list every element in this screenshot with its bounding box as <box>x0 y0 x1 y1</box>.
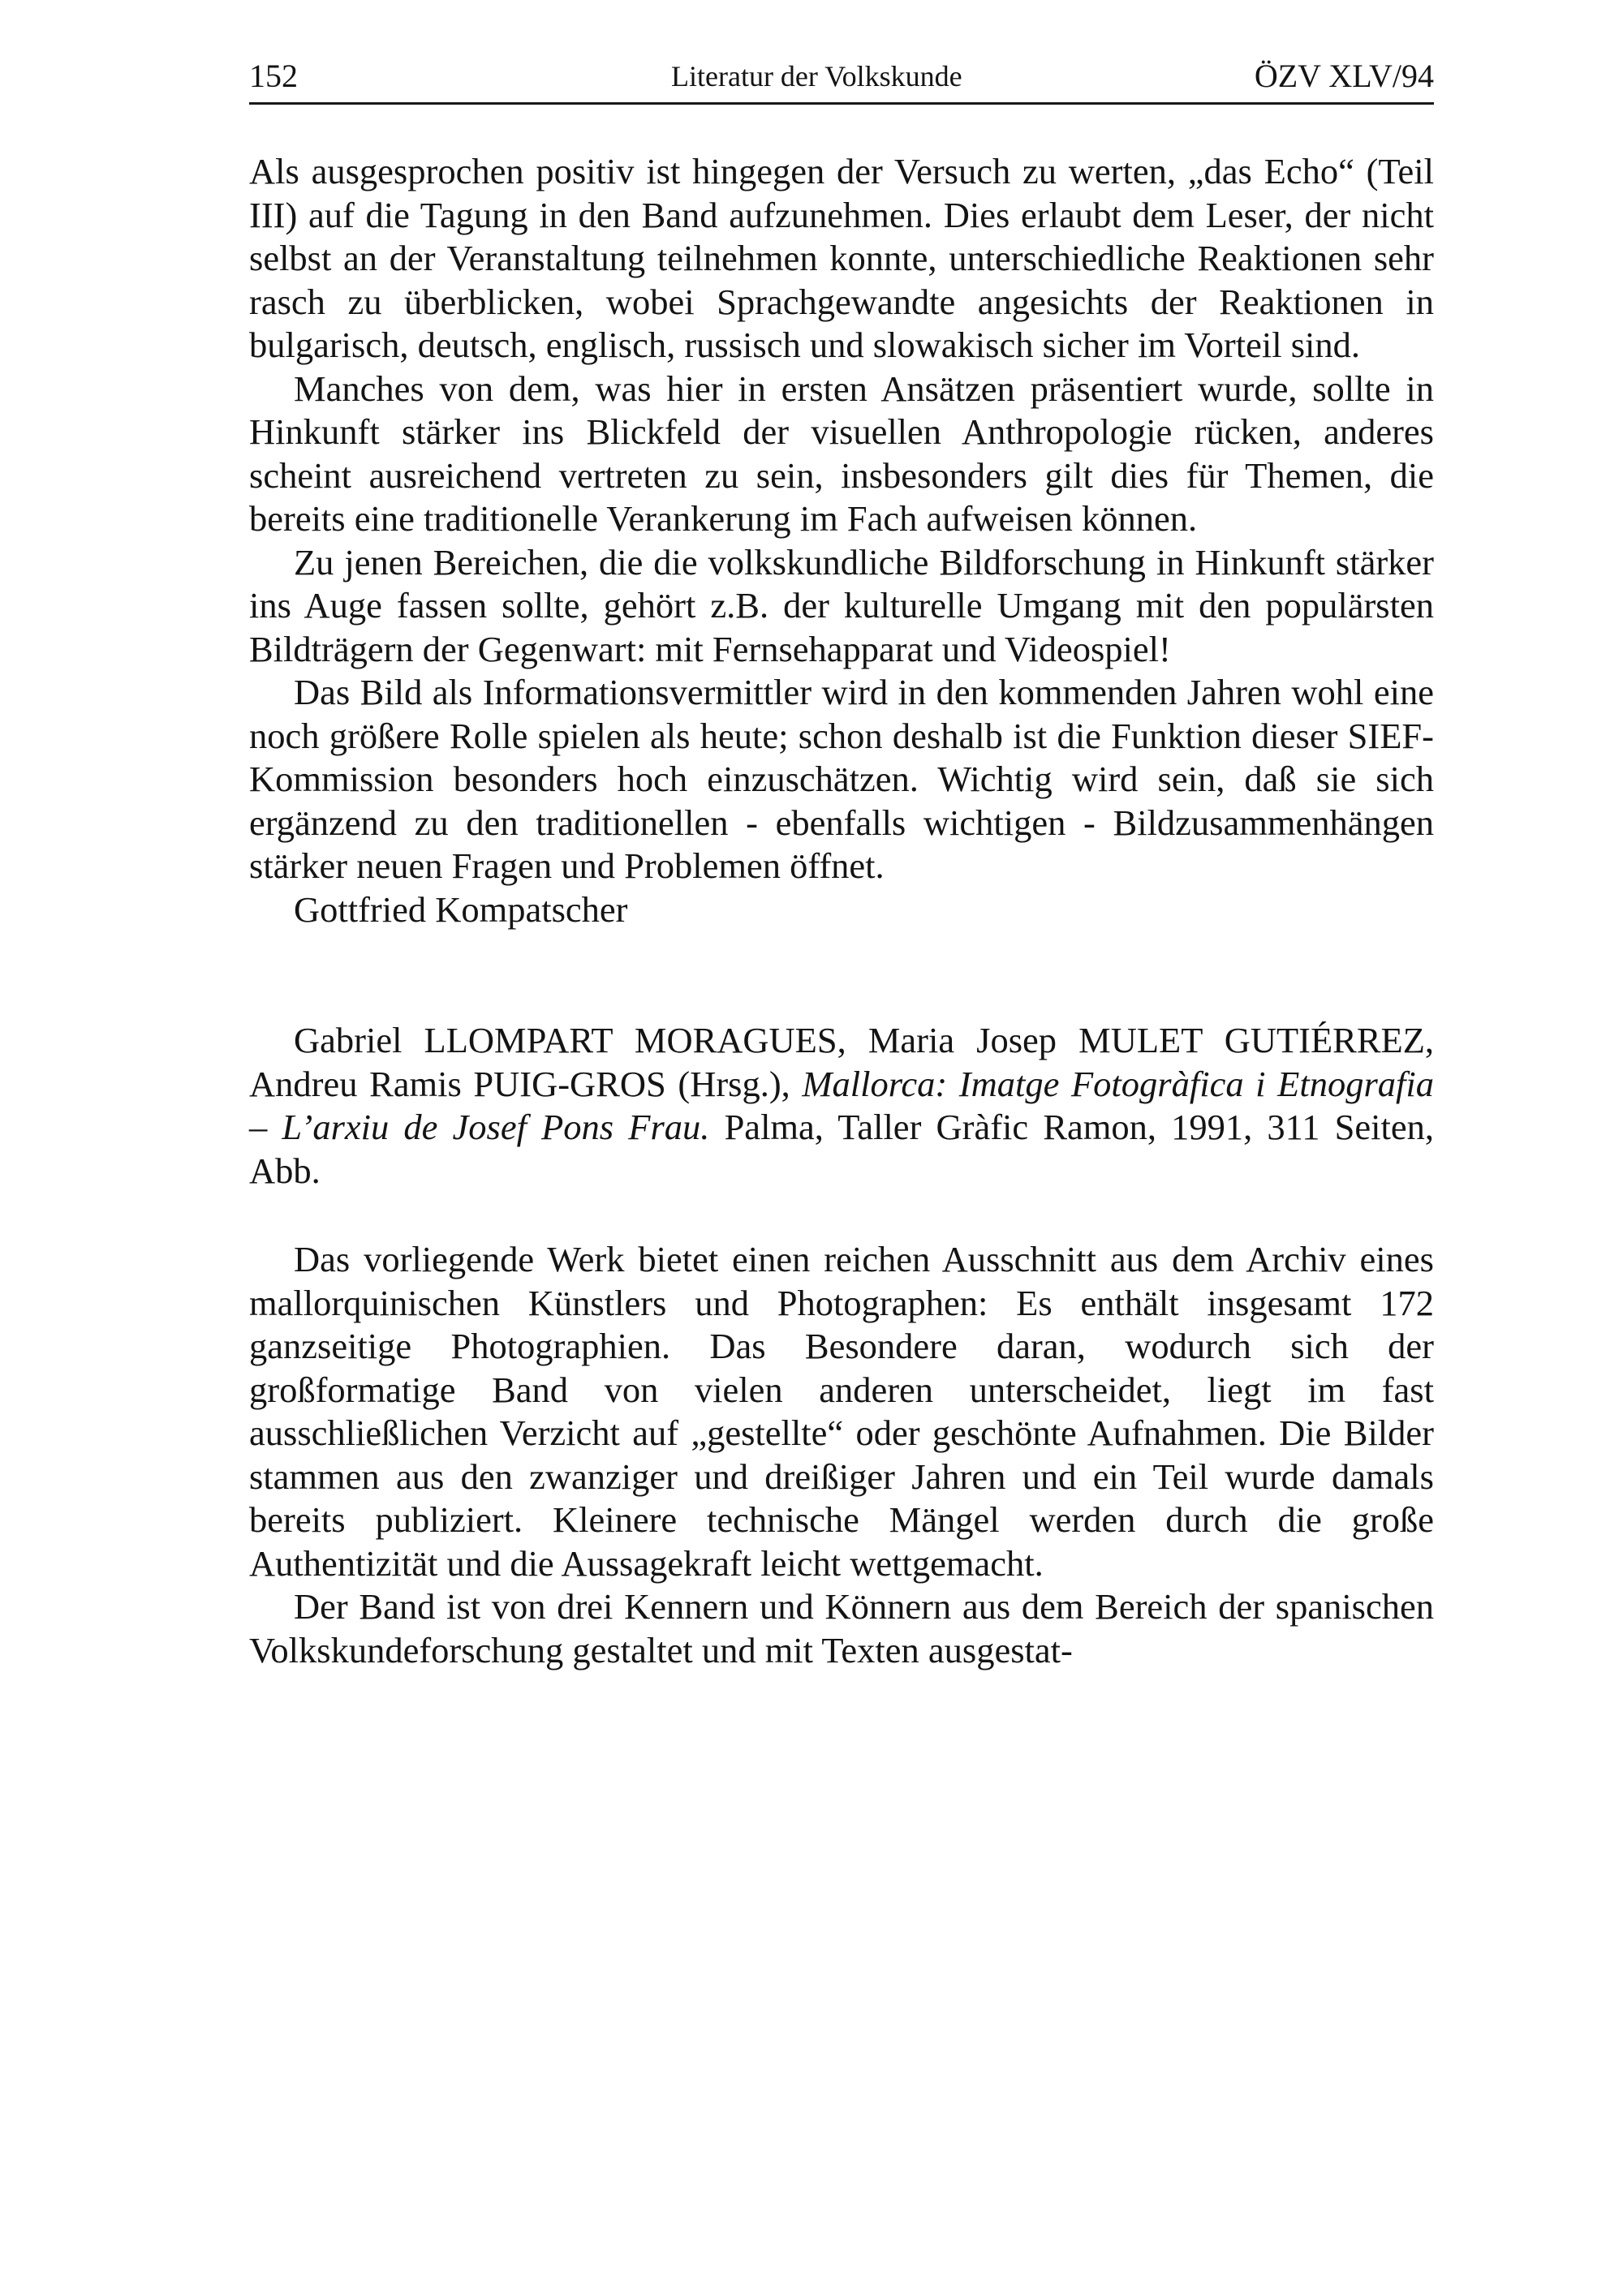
page-header <box>249 54 1434 105</box>
review2-paragraph-1: Das vorliegende Werk bietet einen reichen Ausschnitt aus dem Archiv eines mallorquinischen Künstlers und Photographen: Es enthält insgesamt 172 ganzseitige Photographien. Das Besondere daran, wodurch sich der großformatige Band von vielen anderen unterscheidet, liegt im fast ausschließlichen Verzicht auf „gestellte“ oder geschönte Aufnahmen. Die Bilder stammen aus den zwanziger und dreißiger Jahren und ein Teil wurde damals bereits publiziert. Kleinere technische Mängel werden durch die große Authentizität und die Aussagekraft leicht wettgemacht. <box>249 1239 1434 1584</box>
review1-paragraph-1: Als ausgesprochen positiv ist hingegen der Versuch zu werten, „das Echo“ (Teil III) auf die Tagung in den Band aufzunehmen. Dies erlaubt dem Leser, der nicht selbst an der Veranstaltung teilnehmen konnte, unterschiedliche Reaktionen sehr rasch zu überblicken, wobei Sprachgewandte angesichts der Reaktionen in bulgarisch, deutsch, englisch, russisch und slowakisch sicher im Vorteil sind. <box>249 151 1434 365</box>
review2-paragraph-2: Der Band ist von drei Kennern und Könnern aus dem Bereich der spanischen Volkskundeforschung gestaltet und mit Texten ausgestat- <box>249 1586 1434 1670</box>
page-body <box>249 150 1434 1672</box>
citation-authors: Gabriel LLOMPART MORAGUES, Maria Josep MULET GUTIÉRREZ, Andreu Ramis PUIG-GROS (Hrsg.), <box>249 1020 1434 1104</box>
review1-paragraph-3: Zu jenen Bereichen, die die volkskundliche Bildforschung in Hinkunft stärker ins Auge fassen sollte, gehört z.B. der kulturelle Umgang mit den populärsten Bildträgern der Gegenwart: mit Fernsehapparat und Videospiel! <box>249 541 1434 669</box>
review1-signature: Gottfried Kompatscher <box>294 888 628 930</box>
review2-citation <box>249 1019 1434 1193</box>
review1-paragraph-2: Manches von dem, was hier in ersten Ansätzen präsentiert wurde, sollte in Hinkunft stärker ins Blickfeld der visuellen Anthropologie rücken, anderes scheint ausreichend vertreten zu sein, insbesonders gilt dies für Themen, die bereits eine traditionelle Verankerung im Fach aufweisen können. <box>249 368 1434 539</box>
citation-publication: Palma, Taller Gràfic Ramon, 1991, 311 Seiten, Abb. <box>249 1107 1435 1191</box>
journal-reference: ÖZV XLV/94 <box>1254 58 1434 94</box>
page-number: 152 <box>249 58 298 94</box>
citation-title: Mallorca: Imatge Fotogràfica i Etnografia – L’arxiu de Josef Pons Frau. <box>249 1063 1434 1147</box>
running-title: Literatur der Volkskunde <box>671 60 962 92</box>
review1-paragraph-4: Das Bild als Informationsvermittler wird in den kommenden Jahren wohl eine noch größere Rolle spielen als heute; schon deshalb ist die Funktion dieser SIEF-Kommission besonders hoch einzuschätzen. Wichtig wird sein, daß sie sich ergänzend zu den traditionellen - ebenfalls wichtigen - Bildzusammenhängen stärker neuen Fragen und Problemen öffnet. <box>249 672 1434 886</box>
